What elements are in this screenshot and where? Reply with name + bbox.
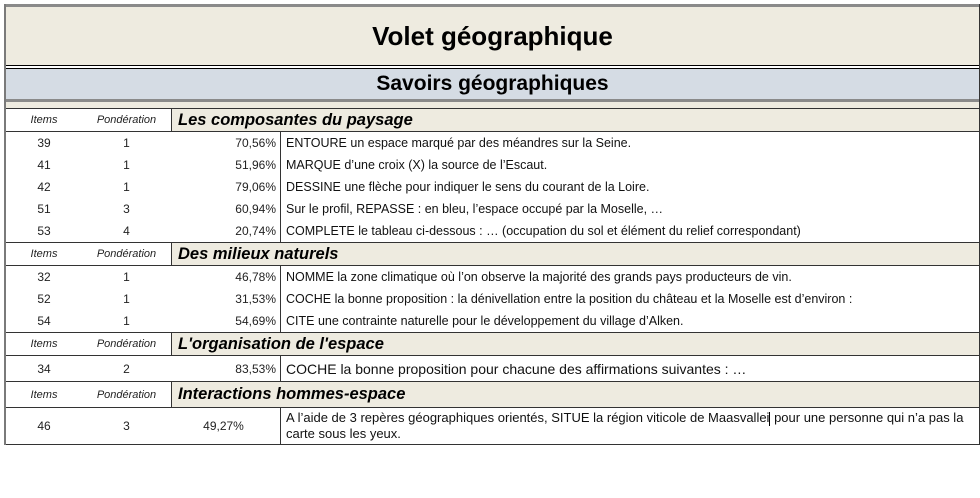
table-row <box>6 198 979 220</box>
item-number: 46 <box>37 419 51 433</box>
table-row <box>6 310 979 332</box>
table-row <box>6 408 979 444</box>
section-organisation-espace <box>6 333 979 382</box>
item-number: 32 <box>37 270 51 284</box>
ponderation-column-label: Pondération <box>82 243 172 265</box>
ponderation-value: 1 <box>123 136 130 150</box>
ponderation-value: 3 <box>123 202 130 216</box>
ponderation-value: 4 <box>123 224 130 238</box>
item-description: COMPLETE le tableau ci-dessous : … (occupation du sol et élément du relief correspondant) <box>280 220 979 242</box>
section-title: Les composantes du paysage <box>172 109 979 131</box>
ponderation-value: 1 <box>123 270 130 284</box>
success-percent: 49,27% <box>203 419 244 433</box>
item-description: DESSINE une flèche pour indiquer le sens du courant de la Loire. <box>280 176 979 198</box>
item-description: NOMME la zone climatique où l’on observe la majorité des grands pays producteurs de vin. <box>280 266 979 288</box>
table-row <box>6 154 979 176</box>
section-title: Interactions hommes-espace <box>172 382 979 407</box>
section-title: Des milieux naturels <box>172 243 979 265</box>
section-composantes-paysage <box>6 108 979 243</box>
page-subtitle: Savoirs géographiques <box>6 68 979 102</box>
success-percent: 46,78% <box>235 270 276 284</box>
section-header <box>6 243 979 266</box>
section-header <box>6 109 979 132</box>
section-title: L'organisation de l'espace <box>172 333 979 355</box>
description-text-part2: pour une personne qui n’a pas la carte sous les yeux. <box>286 410 964 441</box>
description-text-part1: A l’aide de 3 repères géographiques orientés, SITUE la région viticole de Maasvallei <box>286 410 770 425</box>
table-row <box>6 132 979 154</box>
success-percent: 31,53% <box>235 292 276 306</box>
item-number: 54 <box>37 314 51 328</box>
item-number: 42 <box>37 180 51 194</box>
success-percent: 70,56% <box>235 136 276 150</box>
success-percent: 60,94% <box>235 202 276 216</box>
item-number: 53 <box>37 224 51 238</box>
ponderation-column-label: Pondération <box>82 109 172 131</box>
table-row <box>6 266 979 288</box>
ponderation-value: 1 <box>123 180 130 194</box>
table-row <box>6 220 979 242</box>
ponderation-value: 1 <box>123 158 130 172</box>
success-percent: 79,06% <box>235 180 276 194</box>
item-number: 41 <box>37 158 51 172</box>
item-description: Sur le profil, REPASSE : en bleu, l’espace occupé par la Moselle, … <box>280 198 979 220</box>
item-description: CITE une contrainte naturelle pour le développement du village d’Alken. <box>280 310 979 332</box>
section-interactions-hommes-espace <box>6 382 979 445</box>
item-number: 51 <box>37 202 51 216</box>
success-percent: 83,53% <box>235 361 276 376</box>
document-table <box>4 4 980 445</box>
item-description: COCHE la bonne proposition : la dénivellation entre la position du château et la Moselle est d’environ : <box>280 288 979 310</box>
ponderation-column-label: Pondération <box>82 382 172 407</box>
items-column-label: Items <box>6 382 82 407</box>
item-description[interactable] <box>280 408 979 444</box>
section-milieux-naturels <box>6 243 979 333</box>
table-row <box>6 356 979 381</box>
item-number: 39 <box>37 136 51 150</box>
item-number: 52 <box>37 292 51 306</box>
ponderation-column-label: Pondération <box>82 333 172 355</box>
item-number: 34 <box>37 361 51 376</box>
table-row <box>6 176 979 198</box>
items-column-label: Items <box>6 243 82 265</box>
item-description: ENTOURE un espace marqué par des méandres sur la Seine. <box>280 132 979 154</box>
ponderation-value: 1 <box>123 314 130 328</box>
items-column-label: Items <box>6 333 82 355</box>
item-description: MARQUE d’une croix (X) la source de l’Escaut. <box>280 154 979 176</box>
success-percent: 20,74% <box>235 224 276 238</box>
table-row <box>6 288 979 310</box>
section-header <box>6 333 979 356</box>
success-percent: 51,96% <box>235 158 276 172</box>
page-title: Volet géographique <box>6 4 979 66</box>
section-header <box>6 382 979 408</box>
success-percent: 54,69% <box>235 314 276 328</box>
ponderation-value: 1 <box>123 292 130 306</box>
item-description: COCHE la bonne proposition pour chacune des affirmations suivantes : … <box>280 356 979 381</box>
items-column-label: Items <box>6 109 82 131</box>
ponderation-value: 2 <box>123 361 130 376</box>
ponderation-value: 3 <box>123 419 130 433</box>
